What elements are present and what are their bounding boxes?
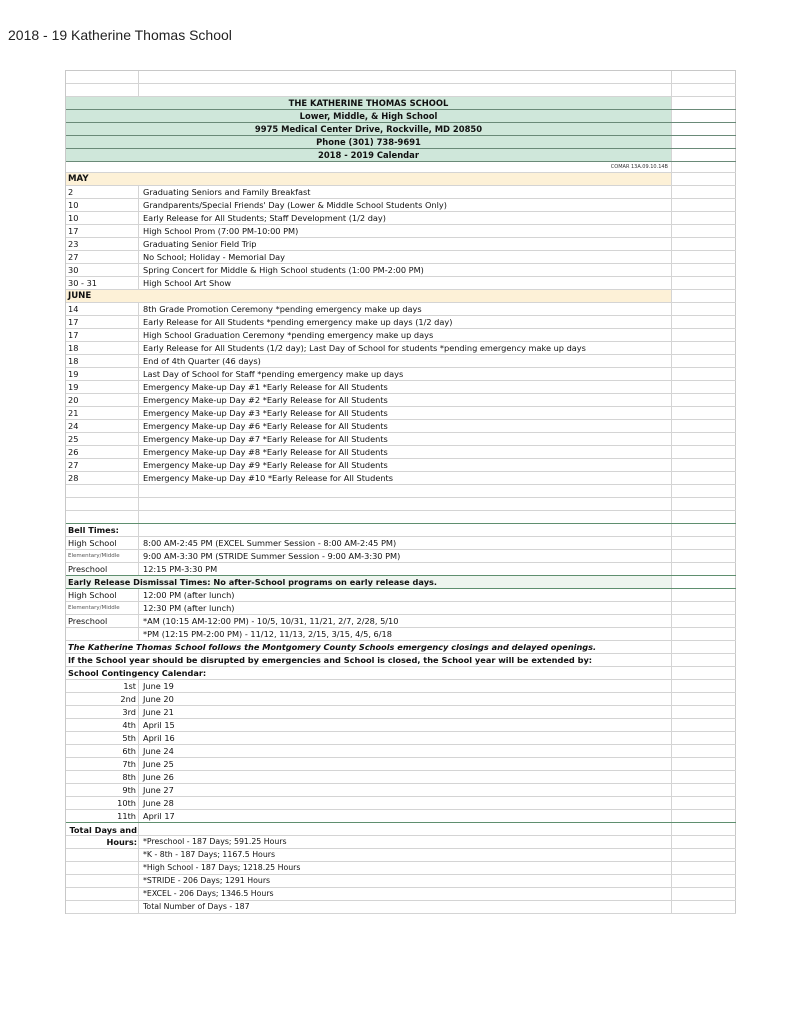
total-row-value: *STRIDE - 206 Days; 1291 Hours (143, 876, 271, 885)
month-header-may: MAY (66, 173, 736, 186)
total-row-label (66, 849, 139, 861)
bell-times-title: Bell Times: (66, 524, 736, 537)
early-release-row (66, 628, 736, 641)
june-event-row (66, 420, 736, 433)
may-event-row-label: 10 (66, 212, 139, 224)
month-header-june: JUNE (66, 290, 736, 303)
spacer-row (66, 84, 736, 97)
contingency-row-value: June 25 (143, 759, 174, 769)
contingency-row (66, 732, 736, 745)
june-event-row (66, 342, 736, 355)
total-row-value: *Preschool - 187 Days; 591.25 Hours (143, 837, 287, 846)
early-release-row-label: Preschool (66, 615, 139, 627)
early-release-row-label: Elementary/Middle (66, 602, 139, 614)
june-event-row-value: 8th Grade Promotion Ceremony *pending emergency make up days (143, 304, 422, 314)
june-event-row-label: 14 (66, 303, 139, 315)
may-event-row-value: Spring Concert for Middle & High School students (1:00 PM-2:00 PM) (143, 265, 424, 275)
june-event-row-value: Emergency Make-up Day #10 *Early Release for All Students (143, 473, 394, 483)
june-event-row-label: 20 (66, 394, 139, 406)
june-event-row-value: End of 4th Quarter (46 days) (143, 356, 261, 366)
total-row-label (66, 888, 139, 900)
contingency-row-value: June 28 (143, 798, 174, 808)
june-event-row-label: 19 (66, 368, 139, 380)
june-event-row-value: Emergency Make-up Day #8 *Early Release for All Students (143, 447, 388, 457)
may-event-row-label: 2 (66, 186, 139, 198)
extended-note: If the School year should be disrupted by emergencies and School is closed, the School year will be extended by: (66, 654, 736, 667)
total-row-value: *High School - 187 Days; 1218.25 Hours (143, 863, 301, 872)
early-release-row-value: *PM (12:15 PM-2:00 PM) - 11/12, 11/13, 2/15, 3/15, 4/5, 6/18 (143, 629, 392, 639)
may-event-row-label: 27 (66, 251, 139, 263)
contingency-row (66, 784, 736, 797)
may-event-row-label: 30 (66, 264, 139, 276)
early-release-title: Early Release Dismissal Times: No after-School programs on early release days. (66, 576, 736, 589)
calendar-year: 2018 - 2019 Calendar (66, 149, 736, 162)
contingency-row (66, 693, 736, 706)
early-release-row (66, 589, 736, 602)
contingency-row-value: June 21 (143, 707, 174, 717)
comar-row (66, 162, 736, 173)
school-name: THE KATHERINE THOMAS SCHOOL (66, 97, 736, 110)
total-row-value: Total Number of Days - 187 (143, 902, 250, 911)
may-event-row (66, 238, 736, 251)
contingency-row-label: 8th (66, 771, 139, 783)
may-event-row-label: 17 (66, 225, 139, 237)
early-release-row-label: High School (66, 589, 139, 601)
contingency-row-value: June 26 (143, 772, 174, 782)
contingency-row (66, 758, 736, 771)
may-event-row-value: Grandparents/Special Friends' Day (Lower & Middle School Students Only) (143, 200, 447, 210)
may-event-row (66, 212, 736, 225)
spacer-row (66, 498, 736, 511)
contingency-row (66, 797, 736, 810)
june-event-row (66, 433, 736, 446)
contingency-row-label: 10th (66, 797, 139, 809)
bell-time-row-value: 8:00 AM-2:45 PM (EXCEL Summer Session - 8:00 AM-2:45 PM) (143, 538, 397, 548)
june-event-row-value: Early Release for All Students *pending emergency make up days (1/2 day) (143, 317, 453, 327)
june-event-row-label: 21 (66, 407, 139, 419)
june-event-row-value: Emergency Make-up Day #7 *Early Release for All Students (143, 434, 388, 444)
contingency-row (66, 719, 736, 732)
june-event-row (66, 381, 736, 394)
total-row (66, 825, 736, 849)
june-event-row (66, 329, 736, 342)
calendar-sheet (65, 70, 736, 914)
june-event-row-label: 19 (66, 381, 139, 393)
totals-spacer-row (66, 823, 736, 836)
june-event-row-label: 27 (66, 459, 139, 471)
contingency-row-value: June 24 (143, 746, 174, 756)
total-row-value: *EXCEL - 206 Days; 1346.5 Hours (143, 889, 274, 898)
contingency-row-label: 1st (66, 680, 139, 692)
june-event-row-label: 24 (66, 420, 139, 432)
june-event-row-label: 26 (66, 446, 139, 458)
june-event-row-value: Emergency Make-up Day #2 *Early Release for All Students (143, 395, 388, 405)
early-release-row-value: 12:00 PM (after lunch) (143, 590, 235, 600)
school-levels: Lower, Middle, & High School (66, 110, 736, 123)
bell-time-row (66, 550, 736, 563)
total-row (66, 875, 736, 888)
june-event-row-value: Emergency Make-up Day #1 *Early Release for All Students (143, 382, 388, 392)
contingency-title: School Contingency Calendar: (66, 667, 736, 680)
early-release-row (66, 602, 736, 615)
contingency-row (66, 810, 736, 823)
bell-time-row-label: High School (66, 537, 139, 549)
may-event-row-value: Graduating Seniors and Family Breakfast (143, 187, 311, 197)
totals-spacer-row-value (141, 823, 671, 835)
june-event-row-value: High School Graduation Ceremony *pending emergency make up days (143, 330, 434, 340)
spacer-row (66, 485, 736, 498)
total-row-label (66, 862, 139, 874)
june-event-row-value: Emergency Make-up Day #6 *Early Release for All Students (143, 421, 388, 431)
may-event-row (66, 251, 736, 264)
bell-time-row-value: 9:00 AM-3:30 PM (STRIDE Summer Session - 9:00 AM-3:30 PM) (143, 551, 401, 561)
total-row-label (66, 875, 139, 887)
june-event-row (66, 446, 736, 459)
june-event-row-label: 18 (66, 342, 139, 354)
contingency-row-label: 6th (66, 745, 139, 757)
may-event-row-label: 30 - 31 (66, 277, 139, 289)
total-row (66, 901, 736, 914)
contingency-row-label: 4th (66, 719, 139, 731)
june-event-row (66, 316, 736, 329)
bell-time-row (66, 563, 736, 576)
contingency-row-value: April 17 (143, 811, 175, 821)
june-event-row-label: 17 (66, 329, 139, 341)
contingency-row-label: 9th (66, 784, 139, 796)
june-event-row-value: Last Day of School for Staff *pending emergency make up days (143, 369, 404, 379)
may-event-row (66, 277, 736, 290)
bell-time-row (66, 537, 736, 550)
contingency-row-label: 3rd (66, 706, 139, 718)
total-row (66, 888, 736, 901)
june-event-row (66, 303, 736, 316)
school-address: 9975 Medical Center Drive, Rockville, MD 20850 (66, 123, 736, 136)
early-release-row (66, 615, 736, 628)
may-event-row-value: High School Art Show (143, 278, 232, 288)
may-event-row-value: High School Prom (7:00 PM-10:00 PM) (143, 226, 299, 236)
june-event-row-label: 25 (66, 433, 139, 445)
june-event-row-value: Early Release for All Students (1/2 day); Last Day of School for students *pending emergency make up days (143, 343, 586, 353)
may-event-row-value: No School; Holiday - Memorial Day (143, 252, 286, 262)
bell-time-row-label: Elementary/Middle (66, 550, 139, 562)
total-row (66, 862, 736, 875)
may-event-row-value: Early Release for All Students; Staff Development (1/2 day) (143, 213, 386, 223)
june-event-row-value: Emergency Make-up Day #9 *Early Release for All Students (143, 460, 388, 470)
contingency-row-value: June 20 (143, 694, 174, 704)
contingency-row-value: June 19 (143, 681, 174, 691)
june-event-row-value: Emergency Make-up Day #3 *Early Release for All Students (143, 408, 388, 418)
contingency-row (66, 680, 736, 693)
page-title: 2018 - 19 Katherine Thomas School (8, 27, 232, 43)
contingency-row-label: 5th (66, 732, 139, 744)
school-phone: Phone (301) 738-9691 (66, 136, 736, 149)
closings-note: The Katherine Thomas School follows the Montgomery County Schools emergency closings and delayed openings. (66, 641, 736, 654)
contingency-row-value: June 27 (143, 785, 174, 795)
may-event-row (66, 264, 736, 277)
bell-time-row-label: Preschool (66, 563, 139, 575)
total-row-label (66, 825, 139, 848)
june-event-row (66, 459, 736, 472)
total-row (66, 849, 736, 862)
contingency-row-label: 7th (66, 758, 139, 770)
contingency-row (66, 745, 736, 758)
june-event-row (66, 407, 736, 420)
totals-label: Total Days and Hours: (69, 825, 137, 847)
may-event-row-label: 10 (66, 199, 139, 211)
early-release-row-value: 12:30 PM (after lunch) (143, 603, 235, 613)
may-event-row-label: 23 (66, 238, 139, 250)
contingency-row (66, 771, 736, 784)
contingency-row-value: April 15 (143, 720, 175, 730)
june-event-row-label: 17 (66, 316, 139, 328)
may-event-row (66, 186, 736, 199)
june-event-row (66, 472, 736, 485)
contingency-row-label: 2nd (66, 693, 139, 705)
contingency-row (66, 706, 736, 719)
spacer-row (66, 71, 736, 84)
contingency-row-label: 11th (66, 810, 139, 822)
early-release-row-label (66, 628, 139, 640)
may-event-row-value: Graduating Senior Field Trip (143, 239, 257, 249)
comar-stamp: COMAR 13A.09.10.14B (610, 164, 668, 170)
june-event-row (66, 394, 736, 407)
spacer-row (66, 511, 736, 524)
may-event-row (66, 225, 736, 238)
contingency-row-value: April 16 (143, 733, 175, 743)
total-row-value: *K - 8th - 187 Days; 1167.5 Hours (143, 850, 276, 859)
early-release-row-value: *AM (10:15 AM-12:00 PM) - 10/5, 10/31, 11/21, 2/7, 2/28, 5/10 (143, 616, 399, 626)
june-event-row-label: 18 (66, 355, 139, 367)
total-row-label (66, 901, 139, 913)
may-event-row (66, 199, 736, 212)
june-event-row (66, 368, 736, 381)
june-event-row (66, 355, 736, 368)
june-event-row-label: 28 (66, 472, 139, 484)
bell-time-row-value: 12:15 PM-3:30 PM (143, 564, 218, 574)
